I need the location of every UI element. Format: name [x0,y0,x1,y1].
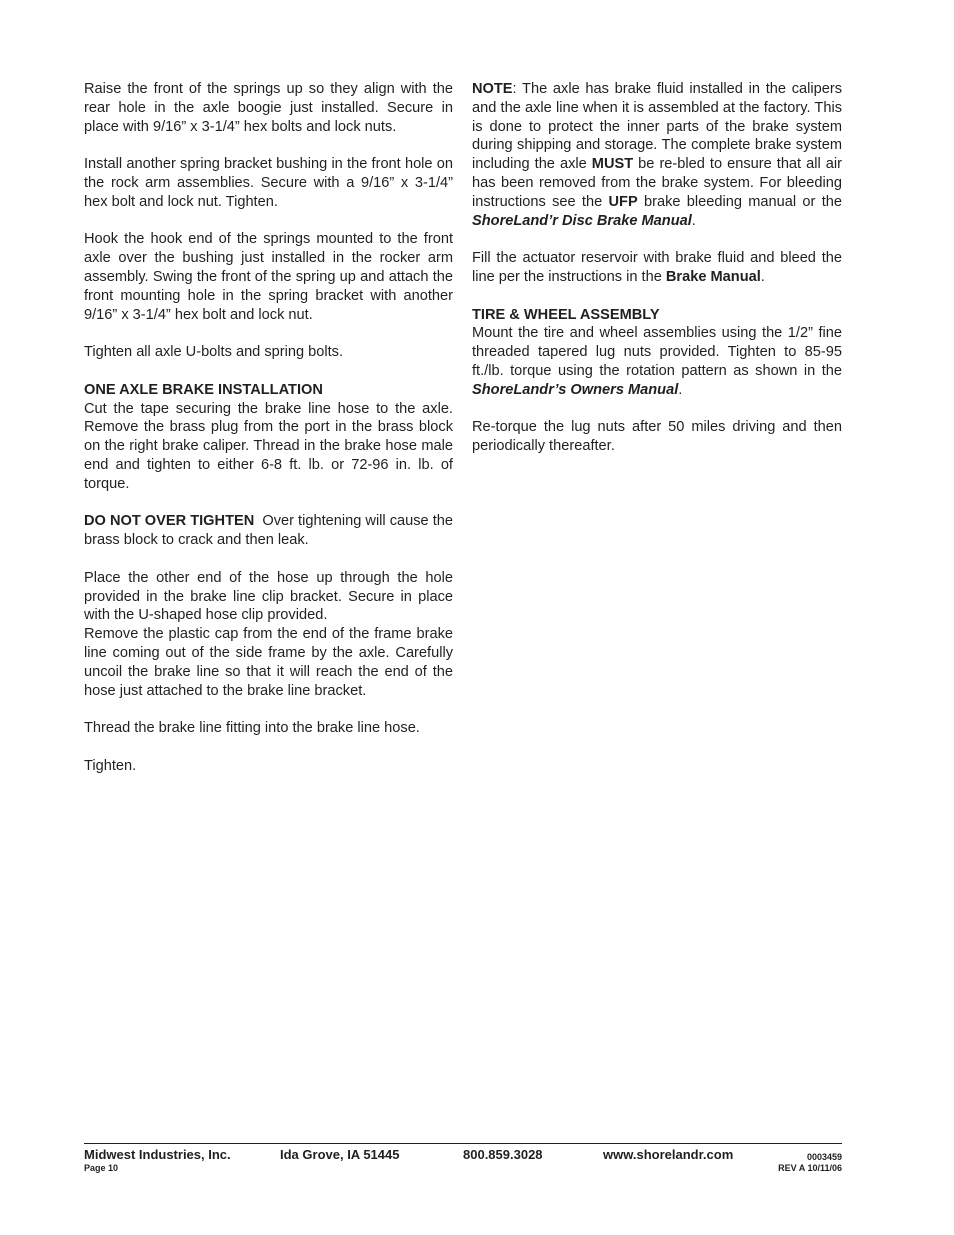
note-end: . [691,212,696,229]
note-text-a: : The axle has brake fluid installed in the calipers and the axle line when it is assembled at the factory. This is done to protect the inner parts of the brake system during shipping and storage. The complete brake system including the axle [472,81,842,173]
fill-end: . [760,268,765,285]
tire-text: Mount the tire and wheel assemblies using the 1/2” fine threaded tapered lug nuts provided. Tighten to 85-95 ft./lb. torque using the rotation pattern as shown in the [472,325,842,379]
ufp-emphasis: UFP [608,193,638,210]
paragraph-note [472,80,842,230]
heading-brake-installation: ONE AXLE BRAKE INSTALLATION [84,381,323,398]
disc-brake-manual-title: ShoreLand’r Disc Brake Manual [472,212,692,229]
paragraph-tighten: Tighten. [84,757,137,774]
paragraph-brake-hose: Cut the tape securing the brake line hose to the axle. Remove the brass plug from the port in the brass block on the right brake caliper. Thread in the brake hose male end and tighten to either 6-8 ft. lb. or 72-96 in. lb. of torque. [84,400,453,492]
owners-manual-title: ShoreLandr’s Owners Manual [472,381,679,398]
footer-location: Ida Grove, IA 51445 [280,1147,400,1162]
paragraph-rear-hole: Raise the front of the springs up so they align with the rear hole in the axle boogie just installed. Secure in place with 9/16” x 3-1/4” hex bolts and lock nuts. [84,81,453,135]
note-text-b: be re-bled to ensure that all air has been removed from the brake system. For bleeding instructions see the [472,156,842,210]
brake-manual-title: Brake Manual [665,268,761,285]
footer-divider [84,1143,842,1144]
paragraph-hook-springs: Hook the hook end of the springs mounted to the front axle over the bushing just installed in the rocker arm assembly. Swing the front of the spring up and attach the front mounting hole in the spring bracket with another 9/16” x 3-1/4” hex bolt and lock nut. [84,231,453,323]
heading-tire-wheel: TIRE & WHEEL ASSEMBLY [472,306,660,323]
paragraph-hose-clip: Place the other end of the hose up through the hole provided in the brake line clip bracket. Secure in place with the U-shaped hose clip provided. [84,569,453,624]
must-emphasis: MUST [591,156,634,173]
footer-doc-number: 0003459 [806,1152,842,1162]
paragraph-retorque: Re-torque the lug nuts after 50 miles driving and then periodically thereafter. [472,419,842,455]
footer-page-number: Page 10 [84,1163,119,1173]
warning-label: DO NOT OVER TIGHTEN [84,513,255,530]
tire-end: . [678,381,683,398]
fill-text: Fill the actuator reservoir with brake fluid and bleed the line per the instructions in the [472,250,842,285]
paragraph-spring-bushing: Install another spring bracket bushing in the front hole on the rock arm assemblies. Secure with a 9/16” x 3-1/4” hex bolt and lock nut. Tighten. [84,156,453,210]
left-column [84,80,458,794]
footer-phone: 800.859.3028 [463,1147,543,1162]
paragraph-tighten-bolts: Tighten all axle U-bolts and spring bolts. [84,344,344,361]
footer-company: Midwest Industries, Inc. [84,1147,231,1162]
note-label: NOTE [472,81,513,97]
paragraph-warning [84,512,458,550]
footer-website: www.shorelandr.com [603,1147,734,1162]
page-footer [84,1147,842,1187]
note-text-c: brake bleeding manual or the [637,193,842,210]
right-column [472,80,842,475]
paragraph-uncoil-line: Remove the plastic cap from the end of the frame brake line coming out of the side frame by the axle. Carefully uncoil the brake line so that it will reach the end of the hose just attached to the brake line bracket. [84,626,453,699]
paragraph-tire-mount [472,324,842,399]
footer-revision: REV A 10/11/06 [778,1163,842,1173]
paragraph-thread-fitting: Thread the brake line fitting into the brake line hose. [84,720,420,737]
paragraph-fill-reservoir [472,249,842,287]
warning-text: Over tightening will cause the brass block to crack and then leak. [84,513,458,549]
